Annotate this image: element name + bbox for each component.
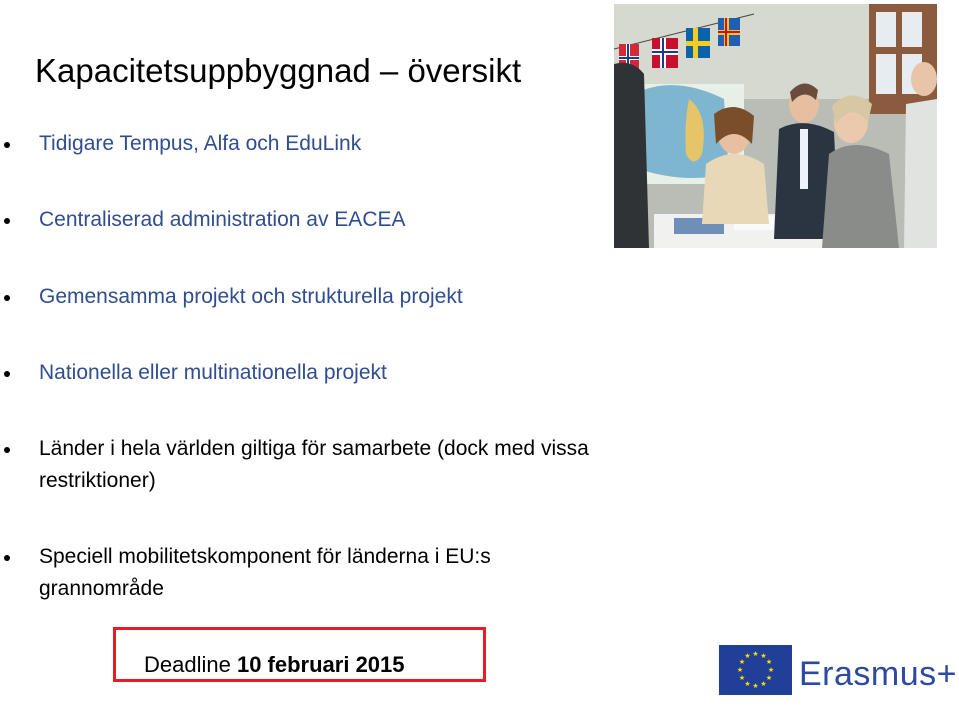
svg-text:★: ★: [738, 658, 746, 666]
deadline-box: [113, 627, 486, 682]
bullet-text: Länder i hela världen giltiga för samarbete (dock med vissa: [39, 437, 589, 460]
bullet-text: Tidigare Tempus, Alfa och EduLink: [39, 132, 362, 155]
deadline-date: 10 februari 2015: [236, 652, 405, 677]
bullet-dot-icon: [4, 447, 10, 453]
bullet-text: Speciell mobilitetskomponent för länderna i EU:s: [39, 545, 491, 568]
slide-title: Kapacitetsuppbyggnad – översikt: [35, 52, 522, 90]
bullet-text: Centraliserad administration av EACEA: [39, 208, 406, 231]
bullet-text: Gemensamma projekt och strukturella projekt: [39, 285, 463, 308]
svg-text:★: ★: [752, 650, 759, 658]
svg-text:★: ★: [765, 674, 773, 682]
svg-text:★: ★: [760, 652, 767, 660]
erasmus-plus-logo: [719, 645, 957, 695]
svg-text:★: ★: [736, 666, 744, 674]
bullet-dot-icon: [4, 371, 10, 377]
svg-text:★: ★: [752, 682, 759, 690]
erasmus-plus-wordmark: Erasmus+: [799, 655, 957, 693]
svg-text:★: ★: [744, 652, 751, 660]
event-photo: [614, 4, 937, 248]
bullet-text: Nationella eller multinationella projekt: [39, 361, 387, 384]
svg-text:★: ★: [765, 658, 773, 666]
svg-text:★: ★: [767, 666, 775, 674]
eu-flag-icon: [719, 645, 792, 695]
bullet-dot-icon: [4, 555, 10, 561]
svg-text:★: ★: [738, 674, 746, 682]
bullet-dot-icon: [4, 295, 10, 301]
bullet-dot-icon: [4, 218, 10, 224]
deadline-label: Deadline: [144, 652, 231, 677]
svg-text:★: ★: [744, 680, 751, 688]
bullet-text-continued: restriktioner): [39, 469, 156, 492]
deadline-text: [144, 652, 405, 678]
bullet-dot-icon: [4, 142, 10, 148]
bullet-text-continued: grannområde: [39, 577, 164, 600]
svg-text:★: ★: [760, 680, 767, 688]
